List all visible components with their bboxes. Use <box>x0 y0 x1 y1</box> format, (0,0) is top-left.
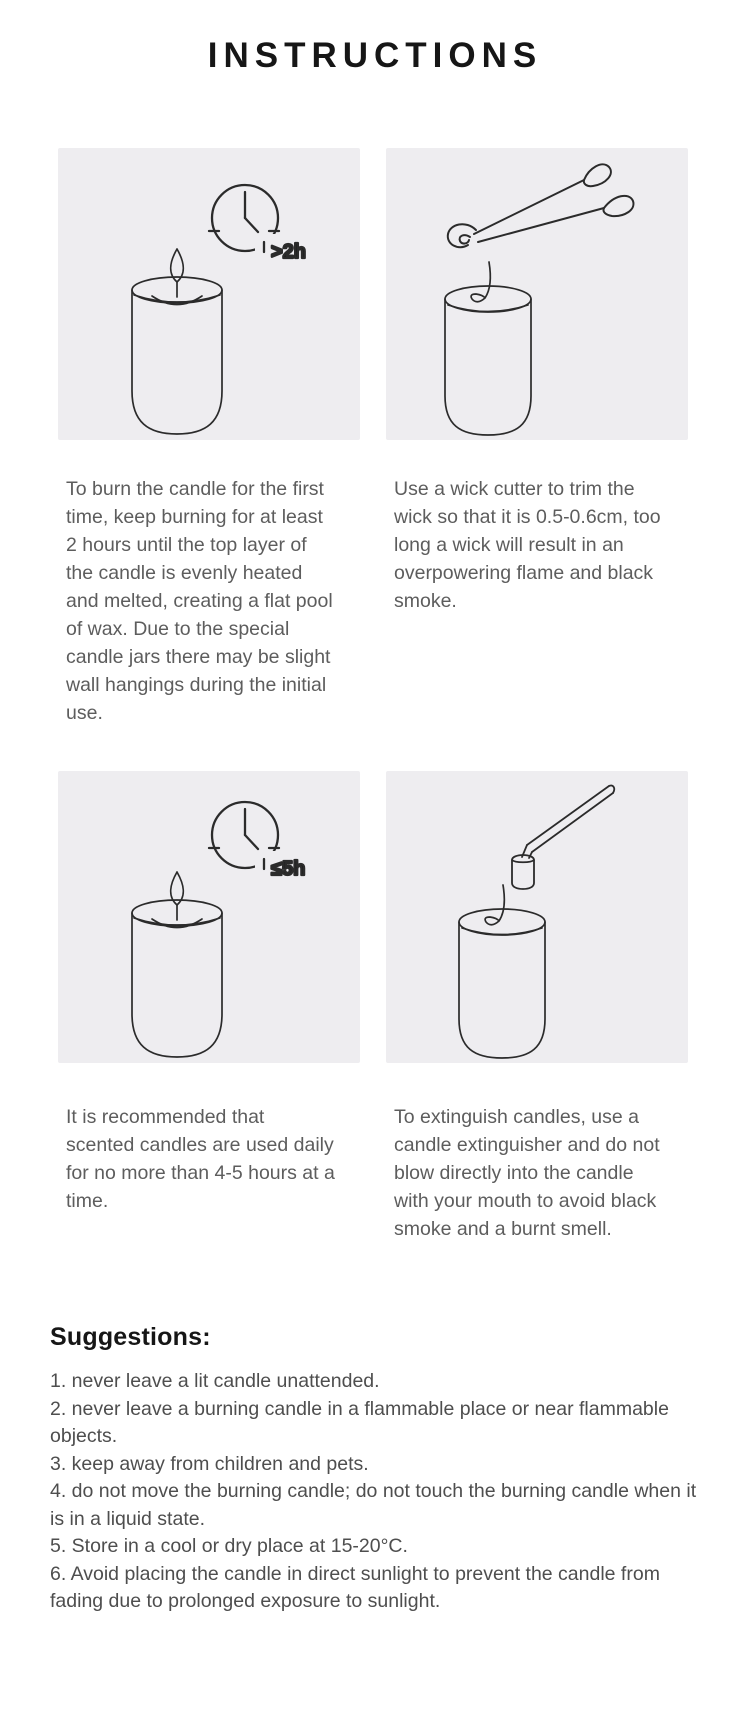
suggestions-list <box>50 1368 705 1616</box>
suggestions-section <box>50 1323 705 1616</box>
panel-first-burn <box>58 148 360 440</box>
burn-time-badge: ≤5h <box>271 858 306 880</box>
suggestion-item: 4. do not move the burning candle; do not touch the burning candle when it is in a liquid state. <box>50 1480 697 1530</box>
burn-time-badge: >2h <box>271 241 307 263</box>
step-text-extinguish: To extinguish candles, use a candle extinguisher and do not blow directly into the candle with your mouth to avoid black smoke and a burnt smell. <box>394 1106 660 1240</box>
unlit-candle-icon <box>459 885 545 1058</box>
extinguish-illustration <box>386 771 688 1063</box>
step-text-trim-wick: Use a wick cutter to trim the wick so that it is 0.5-0.6cm, too long a wick will result in an overpowering flame and black smoke. <box>394 478 661 612</box>
suggestion-item: 2. never leave a burning candle in a flammable place or near flammable objects. <box>50 1397 669 1447</box>
panel-burn-duration <box>58 771 360 1063</box>
panel-extinguish <box>386 771 688 1063</box>
lit-candle-icon <box>132 872 222 1057</box>
step-text-first-burn: To burn the candle for the first time, keep burning for at least 2 hours until the top layer of the candle is evenly heated and melted, creating a flat pool of wax. Due to the special candle jars there may be slight wall hangings during the initial use. <box>66 478 333 724</box>
candle-snuffer-icon <box>512 785 614 889</box>
suggestion-item: 5. Store in a cool or dry place at 15-20°C. <box>50 1535 408 1557</box>
lit-candle-icon <box>132 249 222 434</box>
clock-over-2h-icon <box>209 185 315 264</box>
suggestions-heading: Suggestions: <box>50 1323 211 1351</box>
trim-wick-illustration <box>386 148 688 440</box>
clock-max-5h-icon <box>209 802 317 881</box>
first-burn-illustration <box>58 148 360 440</box>
step-text-burn-duration: It is recommended that scented candles are used daily for no more than 4-5 hours at a time. <box>66 1106 335 1212</box>
unlit-candle-icon <box>445 262 531 435</box>
suggestion-item: 6. Avoid placing the candle in direct sunlight to prevent the candle from fading due to prolonged exposure to sunlight. <box>50 1562 660 1612</box>
wick-cutter-icon <box>448 164 634 247</box>
suggestion-item: 1. never leave a lit candle unattended. <box>50 1370 380 1392</box>
page-title: INSTRUCTIONS <box>207 36 543 75</box>
steps-grid <box>58 148 750 1243</box>
panel-trim-wick <box>386 148 688 440</box>
suggestion-item: 3. keep away from children and pets. <box>50 1452 369 1475</box>
burn-duration-illustration <box>58 771 360 1063</box>
